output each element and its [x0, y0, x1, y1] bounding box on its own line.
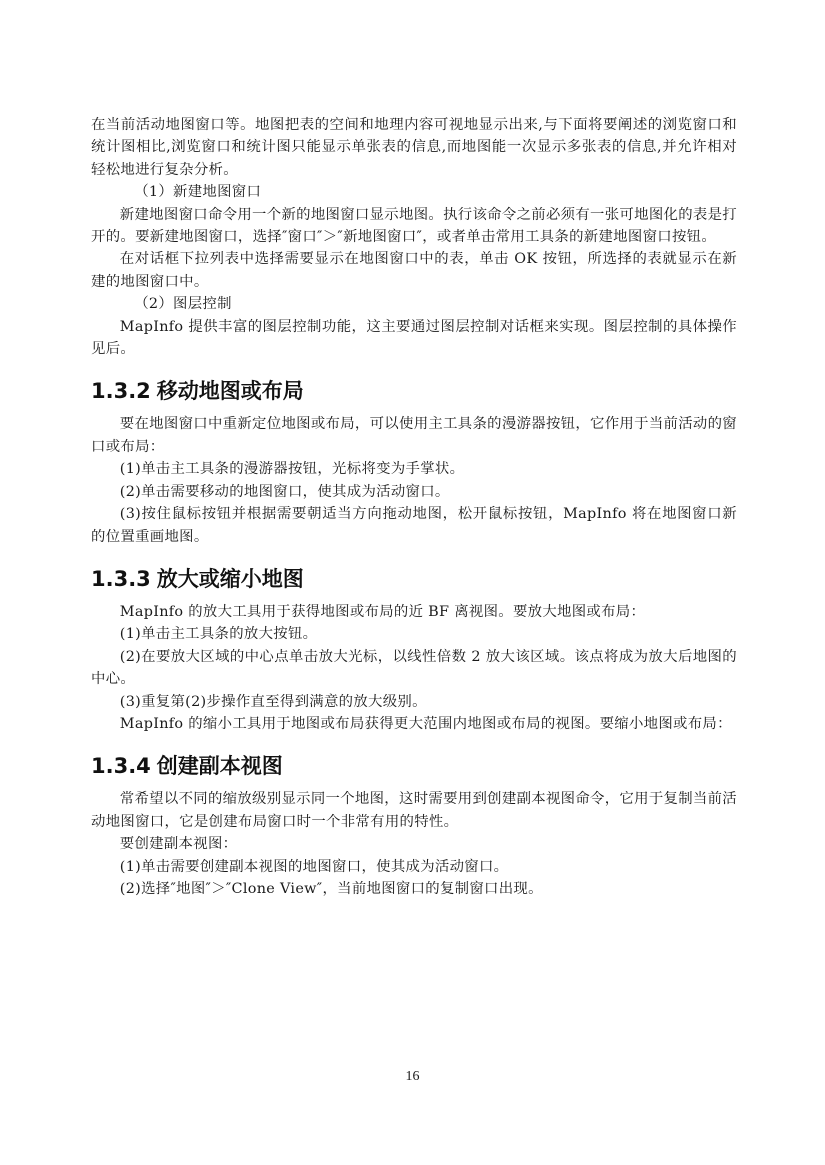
paragraph: (3)重复第(2)步操作直至得到满意的放大级别。 [119, 693, 427, 710]
paragraph: MapInfo 的缩小工具用于地图或布局获得更大范围内地图或布局的视图。要缩小地图或布局： [119, 715, 732, 732]
paragraph: MapInfo 的放大工具用于获得地图或布局的近 BF 离视图。要放大地图或布局： [119, 603, 646, 620]
section-title: 创建副本视图 [156, 754, 283, 779]
section-heading-zoom-map [91, 566, 737, 592]
subheading-layer-control: （2）图层控制 [134, 296, 232, 313]
section-heading-clone-view [91, 753, 737, 779]
section-heading-move-map [91, 378, 737, 404]
paragraph: 常希望以不同的缩放级别显示同一个地图，这时需要用到创建副本视图命令，它用于复制当前活动地图窗口，它是创建布局窗口时一个非常有用的特性。 [91, 791, 737, 830]
section-title: 放大或缩小地图 [156, 566, 304, 591]
section-title: 移动地图或布局 [156, 379, 304, 404]
paragraph: (2)选择″地图″＞″Clone View″，当前地图窗口的复制窗口出现。 [119, 880, 543, 897]
section-number: 1.3.3 [91, 566, 151, 591]
paragraph: (1)单击主工具条的漫游器按钮，光标将变为手掌状。 [119, 461, 465, 478]
paragraph: (3)按住鼠标按钮并根据需要朝适当方向拖动地图，松开鼠标按钮，MapInfo 将在地图窗口新的位置重画地图。 [91, 506, 737, 545]
paragraph: (1)单击主工具条的放大按钮。 [119, 626, 318, 643]
paragraph-layer-control: MapInfo 提供丰富的图层控制功能，这主要通过图层控制对话框来实现。图层控制的具体操作见后。 [91, 318, 737, 358]
paragraph: (2)单击需要移动的地图窗口，使其成为活动窗口。 [119, 483, 450, 500]
paragraph: (2)在要放大区域的中心点单击放大光标，以线性倍数 2 放大该区域。该点将成为放大后地图的中心。 [91, 648, 737, 688]
paragraph: 要创建副本视图： [119, 836, 238, 853]
paragraph: 要在地图窗口中重新定位地图或布局，可以使用主工具条的漫游器按钮，它作用于当前活动的窗口或布局： [91, 416, 737, 455]
document-page [91, 114, 737, 900]
paragraph-new-map-window: 新建地图窗口命令用一个新的地图窗口显示地图。执行该命令之前必须有一张可地图化的表是打开的。要新建地图窗口，选择″窗口″＞″新地图窗口″，或者单击常用工具条的新建地图窗口按钮。 [91, 206, 737, 246]
section-number: 1.3.2 [91, 379, 151, 404]
page-number: 16 [405, 1069, 420, 1084]
paragraph-dialog-select: 在对话框下拉列表中选择需要显示在地图窗口中的表，单击 OK 按钮，所选择的表就显示在新建的地图窗口中。 [91, 251, 737, 290]
section-number: 1.3.4 [91, 754, 151, 779]
subheading-new-map-window: （1）新建地图窗口 [134, 184, 262, 201]
intro-paragraph: 在当前活动地图窗口等。地图把表的空间和地理内容可视地显示出来,与下面将要阐述的浏览窗口和统计图相比,浏览窗口和统计图只能显示单张表的信息,而地图能一次显示多张表的信息,并允许相对轻松地进行复杂分析。 [91, 117, 737, 178]
paragraph: (1)单击需要创建副本视图的地图窗口，使其成为活动窗口。 [119, 858, 509, 875]
